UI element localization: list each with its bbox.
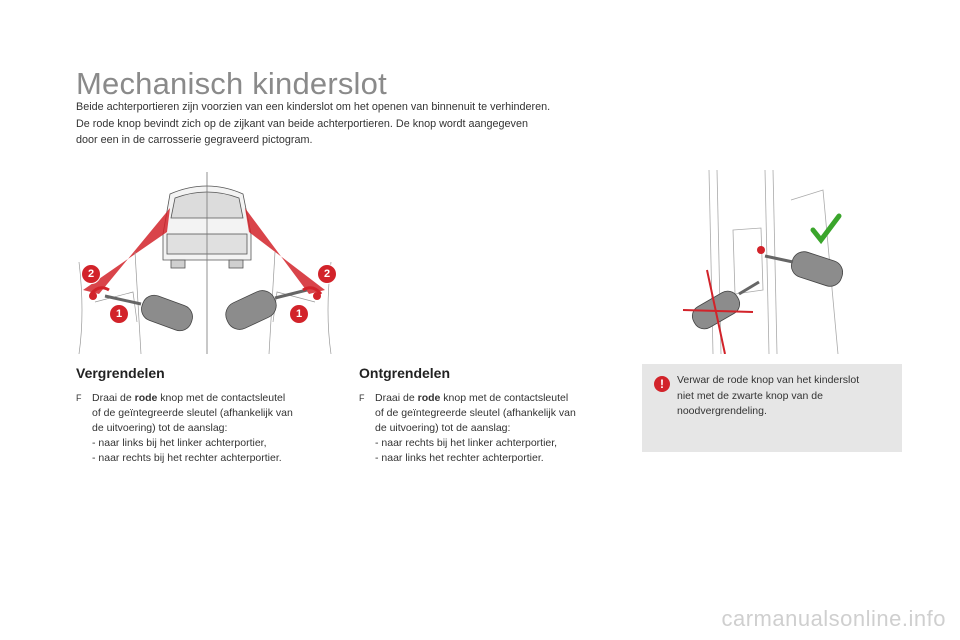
watermark: carmanualsonline.info (721, 606, 946, 631)
unlock-line: de uitvoering) tot de aanslag: (375, 422, 511, 434)
unlock-heading: Ontgrendelen (359, 365, 451, 381)
step-badge-2-right: 2 (317, 264, 337, 284)
bullet-icon: F (76, 393, 82, 403)
warning-line: noodvergrendeling. (677, 405, 767, 417)
unlock-line: of de geïntegreerde sleutel (afhankelijk van (375, 407, 576, 419)
warning-text (677, 373, 897, 420)
step-badge-2-left: 2 (81, 264, 101, 284)
intro-line: Beide achterportieren zijn voorzien van een kinderslot om het openen van binnenuit te verhinderen. (76, 101, 551, 113)
lock-text: Draai de (92, 392, 135, 404)
unlock-text: knop met de contactsleutel (440, 392, 569, 404)
child-lock-illustration (75, 172, 340, 354)
warning-line: Verwar de rode knop van het kinderslot (677, 374, 860, 386)
unlock-sub-item: - naar rechts bij het linker achterportier, (375, 437, 558, 449)
car-rear-doors-drawing (75, 172, 340, 354)
unlock-instructions (359, 391, 629, 466)
warning-box (642, 364, 902, 452)
warning-line: niet met de zwarte knop van de (677, 389, 823, 402)
lock-line: of de geïntegreerde sleutel (afhankelijk van (92, 407, 293, 419)
lock-heading: Vergrendelen (76, 365, 165, 381)
lock-sub-item: - naar rechts bij het rechter achterportier. (92, 452, 282, 464)
unlock-bold-text: rode (417, 392, 441, 404)
unlock-text: Draai de (375, 392, 418, 404)
door-edge-drawing (673, 170, 843, 354)
unlock-sub-item: - naar links het rechter achterportier. (375, 452, 544, 464)
unlock-line (359, 391, 629, 406)
lock-instructions (76, 391, 346, 466)
lock-line: de uitvoering) tot de aanslag: (92, 422, 228, 434)
bullet-icon: F (359, 393, 365, 403)
intro-paragraph (76, 99, 636, 149)
intro-line: De rode knop bevindt zich op de zijkant van beide achterportieren. De knop wordt aangegeven (76, 117, 528, 130)
lock-line (76, 391, 346, 406)
step-badge-1-left: 1 (109, 304, 129, 324)
lock-text: knop met de contactsleutel (157, 392, 286, 404)
page-title: Mechanisch kinderslot (76, 66, 387, 101)
exclamation-icon: ! (654, 376, 670, 392)
step-badge-1-right: 1 (289, 304, 309, 324)
lock-bold-text: rode (134, 392, 158, 404)
intro-line: door een in de carrosserie gegraveerd pictogram. (76, 134, 313, 146)
lock-sub-item: - naar links bij het linker achterportier, (92, 437, 267, 449)
knob-comparison-illustration (673, 170, 843, 354)
